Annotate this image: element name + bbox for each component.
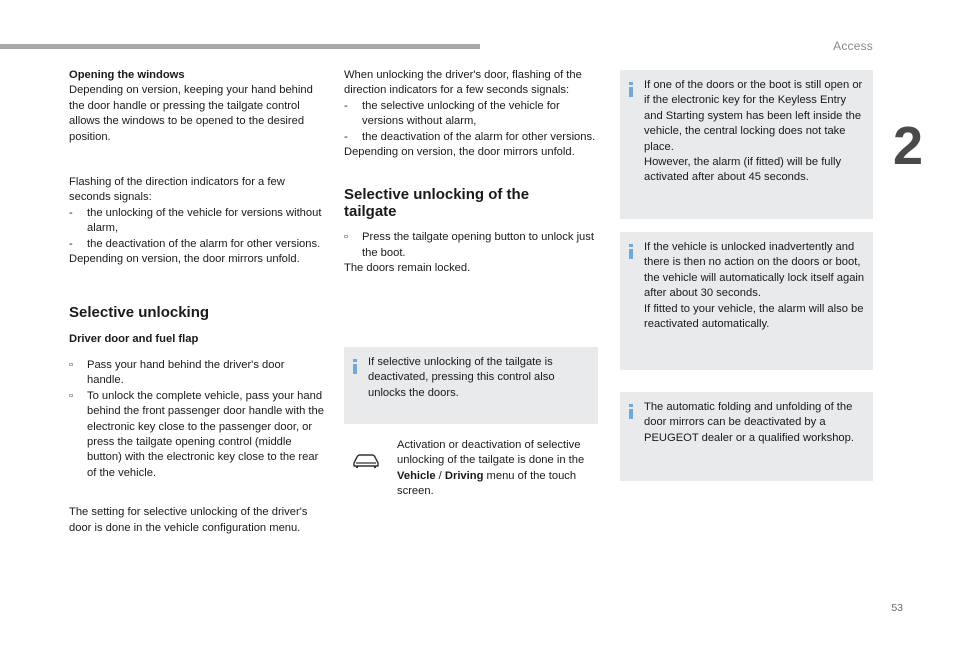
auto-relock-note: If the vehicle is unlocked inadvertently and there is then no action on the doors or boot, the vehicle will automatically lock itself again after about 30 seconds. If fitted to your vehicle, the alarm will also be reactivated automatically. bbox=[620, 232, 873, 370]
mirrors-text: Depending on version, the door mirrors unfold. bbox=[344, 146, 575, 159]
tailgate-note: If selective unlocking of the tailgate is deactivated, pressing this control also unlocks the doors. bbox=[344, 347, 598, 424]
selective-unlocking-title: Selective unlocking bbox=[69, 304, 210, 322]
central-locking-note: If one of the doors or the boot is still open or if the electronic key for the Keyless Entry and Starting system has been left inside the vehicle, the central locking does not take place. However, the alarm (if fitted) will be fully activated after about 45 seconds. bbox=[620, 70, 873, 219]
mirrors-text: Depending on version, the door mirrors unfold. bbox=[69, 253, 300, 266]
header-rule bbox=[0, 44, 480, 49]
arrow-bullet-icon: ▫ bbox=[69, 389, 73, 402]
mirror-folding-note: The automatic folding and unfolding of the door mirrors can be deactivated by a PEUGEOT dealer or a qualified workshop. bbox=[620, 392, 873, 481]
driver-door-intro: When unlocking the driver's door, flashing of the direction indicators for a few seconds signals: bbox=[344, 69, 582, 97]
section-title: Access bbox=[833, 39, 873, 53]
activation-text: Activation or deactivation of selective unlocking of the tailgate is done in the Vehicle / Driving menu of the touch screen. bbox=[397, 439, 585, 498]
info-icon bbox=[353, 359, 357, 374]
driver-door-title: Driver door and fuel flap bbox=[69, 333, 199, 346]
driving-menu-label: Driving bbox=[444, 469, 484, 482]
info-icon bbox=[629, 404, 633, 419]
arrow-bullet-icon: ▫ bbox=[69, 358, 73, 371]
tailgate-step: ▫ Press the tailgate opening button to unlock just the boot. bbox=[344, 231, 594, 259]
flashing-item: - the deactivation of the alarm for other versions. bbox=[69, 237, 321, 250]
driver-door-item: - the selective unlocking of the vehicle for versions without alarm, bbox=[344, 99, 560, 128]
arrow-bullet-icon: ▫ bbox=[344, 231, 348, 244]
doors-locked-text: The doors remain locked. bbox=[344, 262, 471, 275]
setting-text: The setting for selective unlocking of the driver's door is done in the vehicle configuration menu. bbox=[69, 506, 308, 534]
driver-door-item: - the deactivation of the alarm for other versions. bbox=[344, 130, 596, 143]
column-2 bbox=[344, 68, 600, 277]
opening-windows-title: Opening the windows bbox=[69, 69, 185, 81]
opening-windows-text: Depending on version, keeping your hand behind the door handle or pressing the tailgate control allows the windows to be opened to the desired position. bbox=[69, 84, 313, 143]
flashing-item: - the unlocking of the vehicle for versions without alarm, bbox=[69, 206, 322, 235]
car-icon bbox=[351, 452, 381, 470]
driver-step: ▫ Pass your hand behind the driver's door handle. bbox=[69, 358, 285, 387]
flashing-intro: Flashing of the direction indicators for a few seconds signals: bbox=[69, 176, 285, 204]
driver-step: ▫ To unlock the complete vehicle, pass your hand behind the front passenger door handle with the electronic key close to the passenger door, or press the tailgate opening control (middle button) with the electronic key close to the rear of the vehicle. bbox=[69, 389, 324, 479]
info-icon bbox=[629, 244, 633, 259]
vehicle-menu-label: Vehicle bbox=[397, 469, 436, 482]
tailgate-title: Selective unlocking of the tailgate bbox=[344, 186, 530, 221]
chapter-number: 2 bbox=[893, 116, 924, 176]
page-number: 53 bbox=[891, 602, 903, 614]
info-icon bbox=[629, 82, 633, 97]
column-1 bbox=[69, 68, 324, 536]
